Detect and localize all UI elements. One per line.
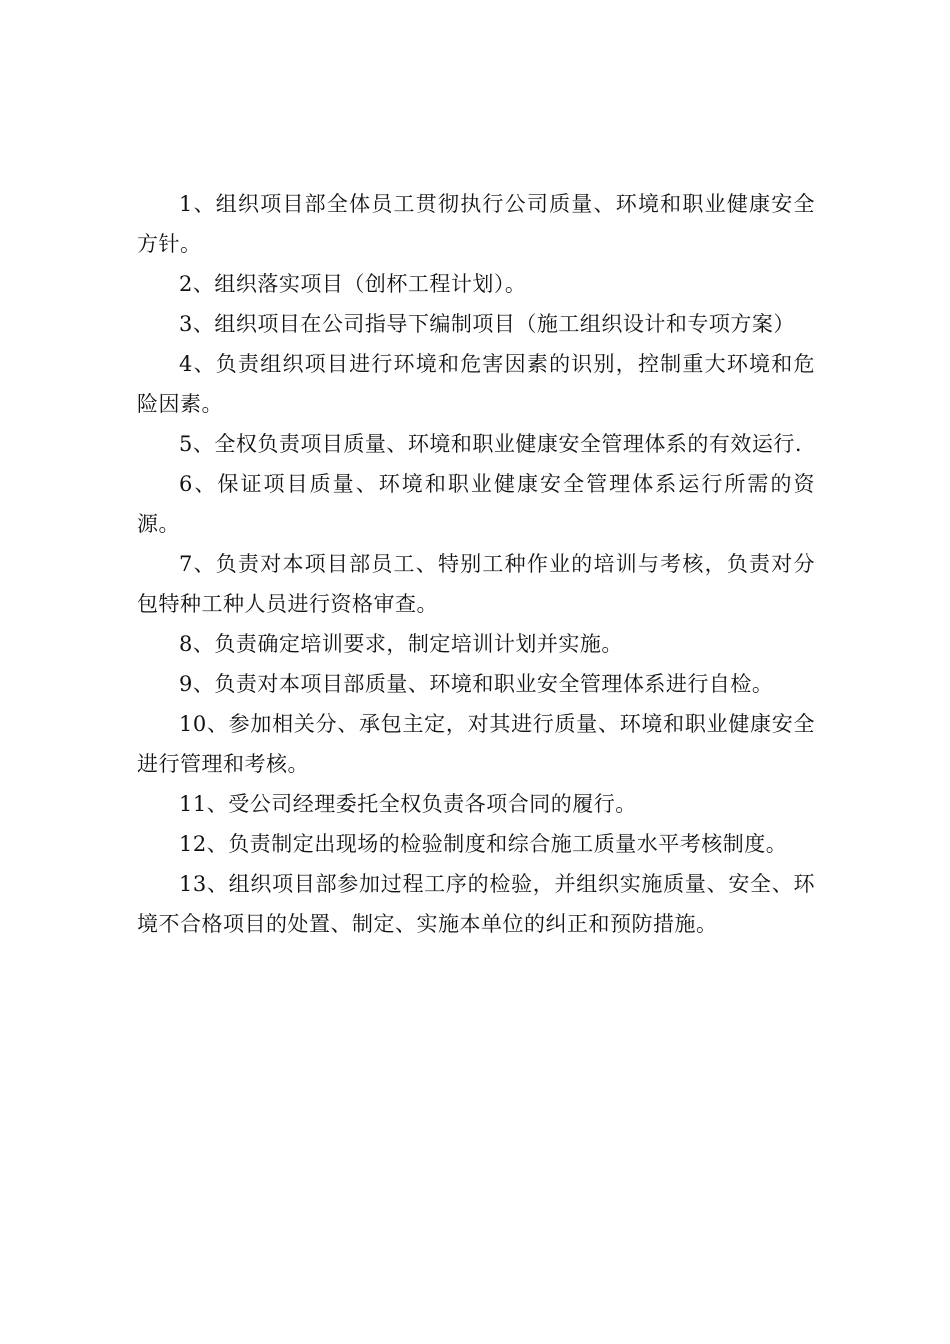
list-item: 5、全权负责项目质量、环境和职业健康安全管理体系的有效运行. xyxy=(179,432,803,456)
list-item: 11、受公司经理委托全权负责各项合同的履行。 xyxy=(179,792,637,816)
list-item: 10、参加相关分、承包主定，对其进行质量、环境和职业健康安全进行管理和考核。 xyxy=(137,712,815,776)
list-item: 1、组织项目部全体员工贯彻执行公司质量、环境和职业健康安全方针。 xyxy=(137,192,815,256)
list-item: 3、组织项目在公司指导下编制项目（施工组织设计和专项方案） xyxy=(179,312,795,336)
list-item: 9、负责对本项目部质量、环境和职业安全管理体系进行自检。 xyxy=(179,672,774,696)
list-item: 2、组织落实项目（创杯工程计划）。 xyxy=(179,272,527,296)
list-item: 6、保证项目质量、环境和职业健康安全管理体系运行所需的资源。 xyxy=(137,472,815,536)
list-item: 8、负责确定培训要求，制定培训计划并实施。 xyxy=(179,632,623,656)
list-item: 12、负责制定出现场的检验制度和综合施工质量水平考核制度。 xyxy=(179,832,788,856)
list-item: 4、负责组织项目进行环境和危害因素的识别，控制重大环境和危险因素。 xyxy=(137,352,815,416)
list-item: 13、组织项目部参加过程工序的检验，并组织实施质量、安全、环境不合格项目的处置、制定、实施本单位的纠正和预防措施。 xyxy=(137,872,815,936)
list-item: 7、负责对本项目部员工、特别工种作业的培训与考核，负责对分包特种工种人员进行资格审查。 xyxy=(137,552,815,616)
responsibilities-list xyxy=(137,184,815,944)
